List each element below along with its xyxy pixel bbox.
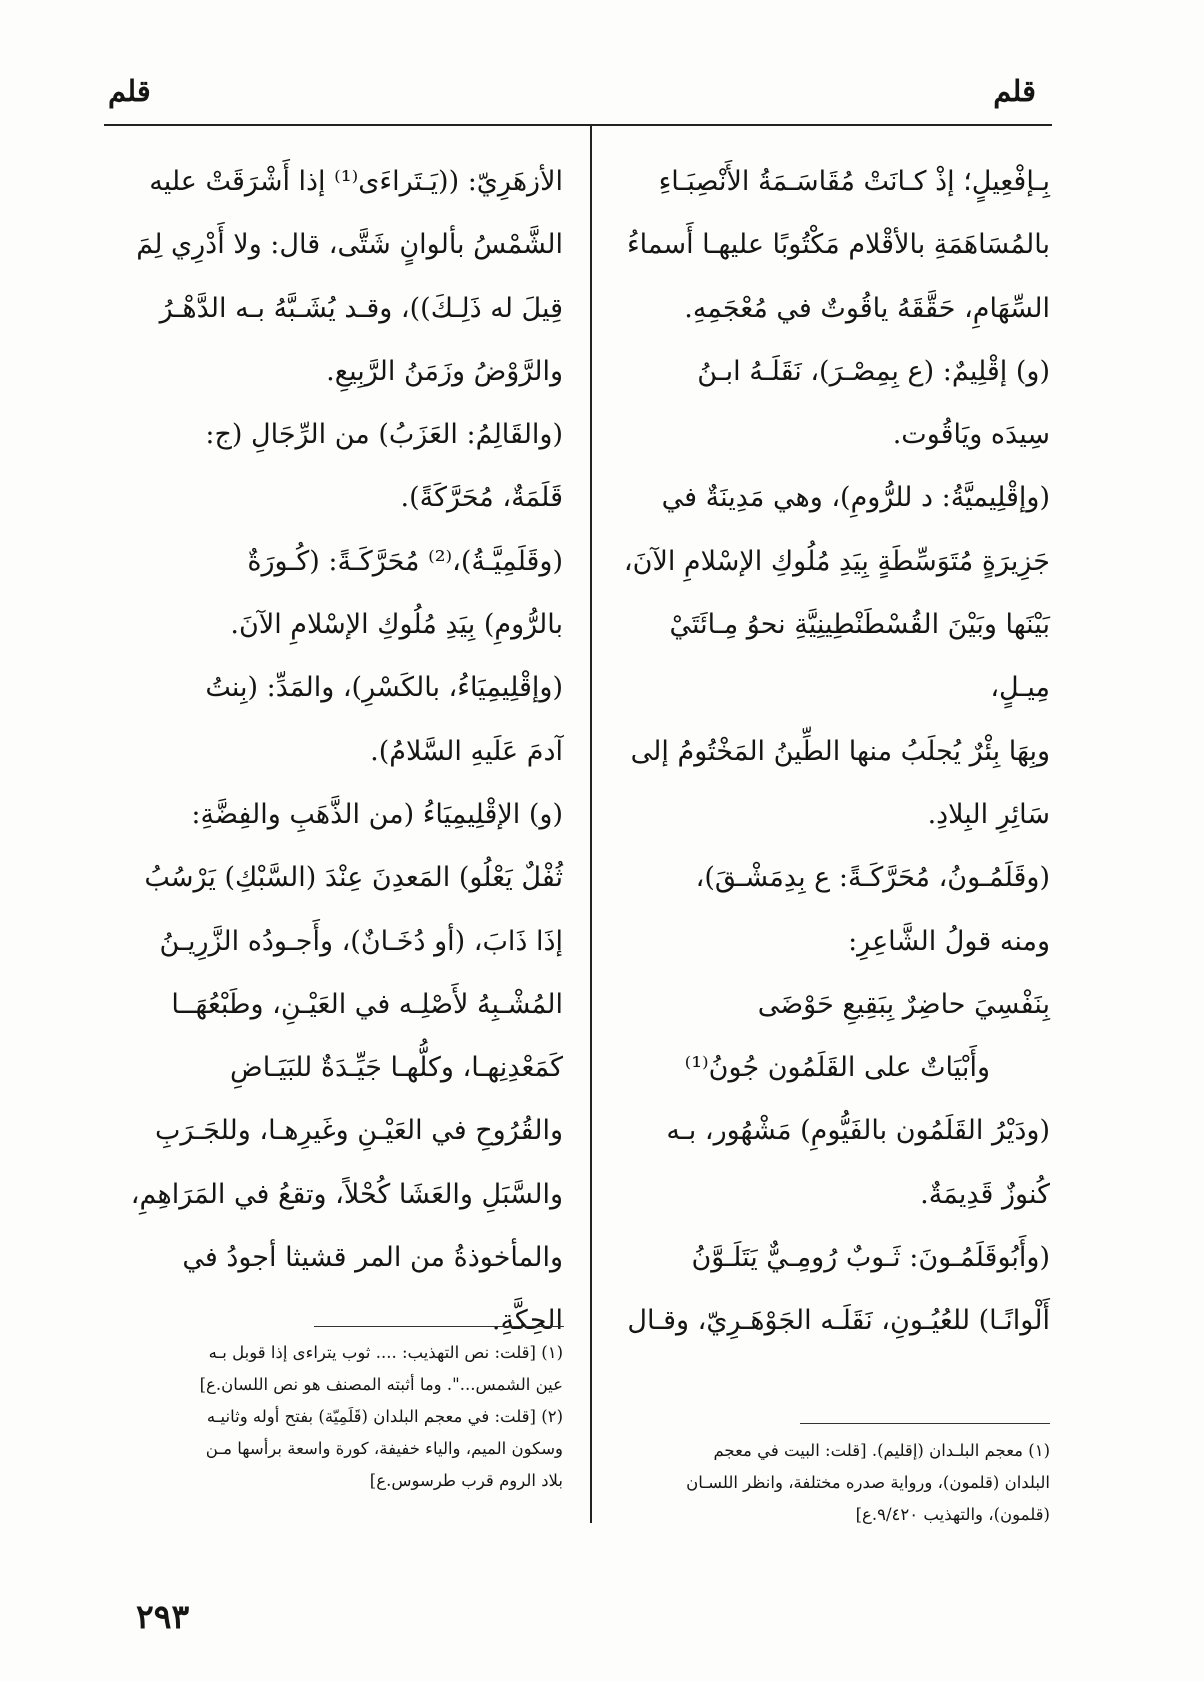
text-line: والمأخوذةُ من المر قشيثا أجودُ في الحِكَّةِ.	[182, 1242, 563, 1337]
text-line: (والقَالِمُ: العَزَبُ) من الرِّجَالِ (ج:	[205, 419, 563, 451]
text-line: (وقَلَمُـونُ، مُحَرَّكَـةً: ع بِدِمَشْـقَ)،	[695, 862, 1050, 894]
text-line: والقُرُوحِ في العَيْـنِ وغَيرِهـا، وللجَـرَبِ	[154, 1115, 563, 1147]
verse-line: بِنَفْسِيَ حاضِرٌ بِبَقِيعِ حَوْضَى	[757, 988, 1050, 1020]
text-line: والرَّوْضُ وزَمَنُ الرَّبِيعِ.	[326, 355, 563, 387]
text-line: (و) إقْلِيمٌ: (ع بِمِصْـرَ)، نَقَلَـهُ ابـنُ	[697, 355, 1050, 387]
text-line: والسَّبَلِ والعَشَا كُحْلاً، وتقعُ في المَرَاهِمِ،	[130, 1178, 563, 1210]
text-line: الأزهَرِيّ: ((يَـتَراءَى⁽¹⁾ إذا أَشْرَقَتْ عليه	[149, 166, 563, 197]
text-line: ثُفْلٌ يَعْلُو) المَعدِنَ عِنْدَ (السَّبْكِ) يَرْسُبُ	[144, 862, 563, 894]
text-line: بالرُّومِ) بِيَدِ مُلُوكِ الإسْلامِ الآنَ.	[230, 609, 563, 641]
text-line: آدمَ عَلَيهِ السَّلامُ).	[370, 735, 563, 767]
footnote-rule-left	[314, 1326, 564, 1327]
text-line: ومنه قولُ الشَّاعِرِ:	[848, 925, 1050, 957]
text-line: قِيلَ له ذَلِـكَ))، وقـد يُشَـبَّهُ بـه الدَّهْـرُ	[159, 292, 563, 324]
text-line: بالمُسَاهَمَةِ بالأقْلام مَكْتُوبًا عليهـا أَسماءُ	[626, 229, 1050, 261]
text-line: (وإقْلِيمِيَاءُ، بالكَسْرِ)، والمَدِّ: (بِنتُ	[205, 672, 563, 704]
running-header-right: قلم	[993, 74, 1036, 108]
footnote-line: (٢) [قلت: في معجم البلدان (قَلَمِيّة) بفتح أوله وثانيـه	[206, 1407, 563, 1426]
text-line: سَائِرِ البِلادِ.	[927, 798, 1050, 830]
text-line: قَلَمَةٌ، مُحَرَّكَةً).	[400, 482, 563, 514]
footnote-rule-right	[800, 1423, 1050, 1424]
footnote-line: (قلمون)، والتهذيب ٩/٤٢٠.ع]	[855, 1505, 1050, 1524]
footnote-line: بلاد الروم قرب طرسوس.ع]	[369, 1471, 563, 1490]
text-line: أَلْوانًـا) للعُيُـونِ، نَقَلَـه الجَوْهَـرِيّ، وقـال	[627, 1305, 1050, 1337]
text-line: بَيْنَها وبَيْنَ القُسْطَنْطِينِيَّةِ نحوُ مِـائَتَيْ مِيـلٍ،	[669, 609, 1050, 704]
text-line: (وأَبُوقَلَمُـونَ: ثَـوبٌ رُومِـيٌّ يَتَلَـوَّنُ	[691, 1242, 1050, 1274]
page-number: ٢٩٣	[136, 1597, 190, 1636]
footnote-line: البلدان (قلمون)، ورواية صدره مختلفة، وانظر اللسـان	[686, 1473, 1050, 1492]
verse-line: وأَبْيَاتٌ على القَلَمُون جُونُ⁽¹⁾	[684, 1052, 990, 1084]
running-header-left: قلم	[108, 74, 151, 108]
text-line: سِيدَه ويَاقُوت.	[892, 419, 1050, 451]
text-line: كَمَعْدِنِهـا، وكلُّهـا جَيِّـدَةٌ للبَيَـاضِ	[230, 1052, 563, 1084]
footnote-line: وسكون الميم، والياء خفيفة، كورة واسعة برأسها مـن	[205, 1439, 563, 1458]
text-line: (و) الإقْلِيمِيَاءُ (من الذَّهَبِ والفِضَّةِ:	[191, 798, 563, 830]
text-line: وبِهَا بِئْرٌ يُجلَبُ منها الطِّينُ المَخْتُومُ إلى	[630, 735, 1050, 767]
text-line: الشَّمْسُ بألوانٍ شَتَّى، قال: ولا أَدْرِي لِمَ	[136, 229, 563, 261]
text-line: (ودَيْرُ القَلَمُون بالفَيُّومِ) مَشْهُور، بـه	[666, 1115, 1050, 1147]
left-column	[107, 150, 563, 1353]
footnotes-left	[107, 1337, 563, 1497]
text-line: السِّهَامِ، حَقَّقَهُ ياقُوتٌ في مُعْجَمِهِ.	[684, 292, 1050, 324]
text-line: جَزِيرَةٍ مُتَوَسِّطَةٍ بِيَدِ مُلُوكِ الإسْلامِ الآنَ،	[623, 545, 1050, 577]
text-line: (وإقْلِيميَّةُ: د للرُّومِ)، وهي مَدِينَةٌ في	[661, 482, 1050, 514]
text-line: (وقَلَمِيَّـةُ)،⁽²⁾ مُحَرَّكَـةً: (كُـورَةٌ	[247, 545, 563, 577]
text-line: المُشْـبِهُ لأَصْلِـه في العَيْـنِ، وطَبْعُهَــا	[171, 988, 563, 1020]
footnotes-right	[612, 1435, 1050, 1531]
footnote-line: عين الشمس...". وما أثبته المصنف هو نص اللسان.ع]	[199, 1375, 563, 1394]
text-line: بِـإفْعِيلٍ؛ إذْ كـانَتْ مُقَاسَـمَةُ الأَنْصِبَـاءِ	[658, 166, 1050, 197]
header-rule	[104, 124, 1052, 126]
footnote-line: (١) [قلت: نص التهذيب: .... ثوب يتراءى إذا قوبل بـه	[208, 1343, 563, 1362]
text-line: إذَا ذَابَ، (أو دُخَـانٌ)، وأَجـودُه الزَّرِيـنُ	[159, 925, 563, 957]
column-divider	[590, 126, 592, 1523]
footnote-line: (١) معجم البلـدان (إقليم). [قلت: البيت في معجم	[713, 1441, 1050, 1460]
right-column	[614, 150, 1050, 1353]
text-line: كُنوزٌ قَدِيمَةٌ.	[920, 1178, 1050, 1210]
